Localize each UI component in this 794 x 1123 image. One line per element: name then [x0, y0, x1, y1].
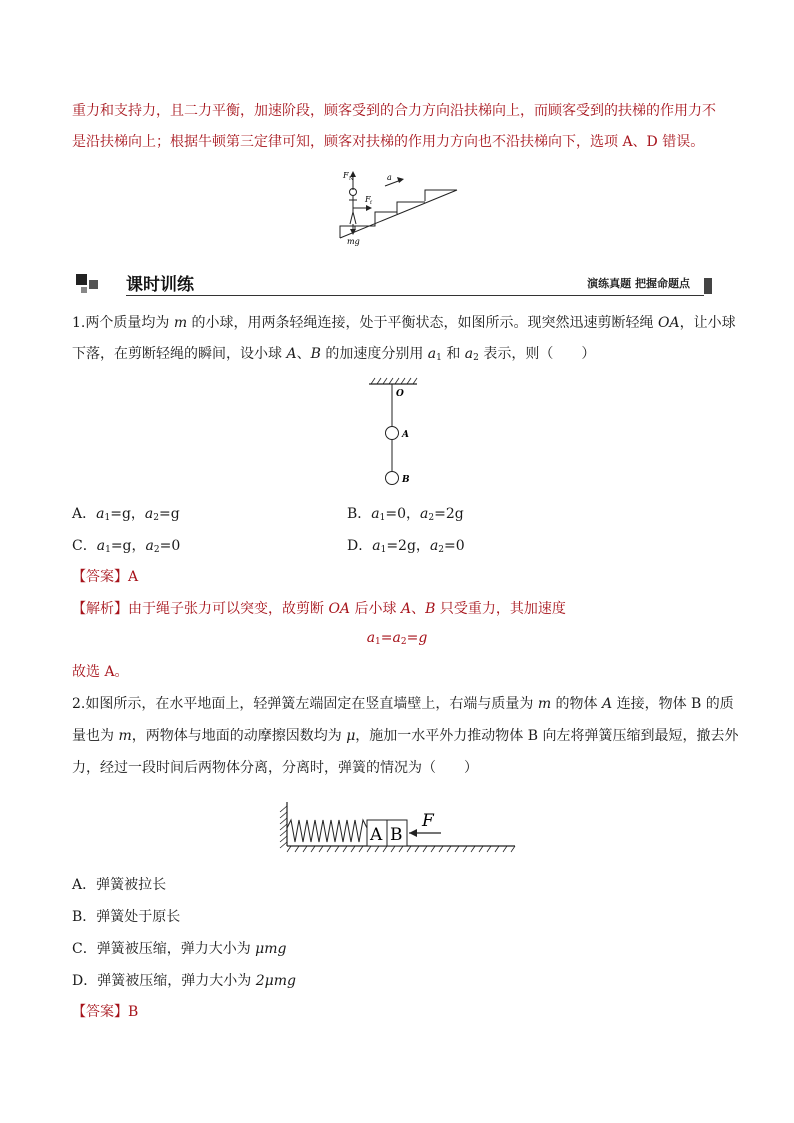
label-block-b: B: [390, 825, 403, 845]
ball-a: [386, 427, 399, 440]
q2-answer: 【答案】B: [72, 1004, 139, 1020]
spring: [287, 820, 367, 842]
q1-option-b: B．$a_1=0$，$a_2=2g$: [347, 506, 464, 523]
q1-analysis: 【解析】由于绳子张力可以突变，故剪断 OA 后小球 A、B 只受重力，其加速度: [72, 601, 566, 617]
label-ff-sub: f: [370, 200, 372, 206]
label-a: A: [402, 430, 409, 440]
q2-option-a: A．弹簧被拉长: [72, 877, 167, 893]
section-squares-icon: [76, 274, 102, 294]
label-o: O: [396, 389, 404, 399]
q2-stem-line-1: 2.如图所示，在水平地面上，轻弹簧左端固定在竖直墙壁上，右端与质量为 m 的物体 A 连接，物体 B 的质: [72, 696, 734, 712]
label-a: a: [387, 173, 392, 182]
escalator-step: [397, 202, 425, 213]
q1-conclusion: 故选 A。: [72, 664, 129, 680]
q2-option-b: B．弹簧处于原长: [72, 909, 181, 925]
person-body: [349, 196, 357, 224]
label-ff: F: [365, 195, 371, 204]
ball-b: [386, 472, 399, 485]
q2-stem-line-3: 力，经过一段时间后两物体分离，分离时，弹簧的情况为（ ）: [72, 760, 478, 776]
q1-formula: $a_1=a_2=g$: [366, 630, 428, 647]
q2-stem-line-2: 量也为 m，两物体与地面的动摩擦因数均为 μ，施加一水平外力推动物体 B 向左将弹簧压缩到最短，撤去外: [72, 728, 739, 744]
label-block-a: A: [370, 825, 383, 845]
q1-figure: [365, 376, 425, 494]
q1-option-d: D．$a_1=2g$，$a_2=0$: [347, 538, 465, 555]
q2-option-d: D．弹簧被压缩，弹力大小为 2μmg: [72, 973, 296, 989]
section-header: [72, 268, 712, 296]
escalator-figure: [335, 168, 465, 250]
q1-option-c: C．$a_1=g$，$a_2=0$: [72, 538, 181, 555]
section-subtitle: 演练真题 把握命题点: [587, 277, 690, 290]
q2-figure: [275, 800, 520, 856]
q1-answer: 【答案】A: [72, 569, 139, 585]
label-mg: mg: [347, 237, 360, 246]
section-title: 课时训练: [126, 275, 194, 295]
section-end-mark: [704, 278, 712, 294]
escalator-step: [375, 212, 397, 222]
label-force: F: [422, 811, 434, 831]
label-fn: F: [343, 171, 349, 180]
section-rule: [126, 295, 704, 296]
q2-option-c: C．弹簧被压缩，弹力大小为 μmg: [72, 941, 287, 957]
q1-stem-line-1: 1.两个质量均为 m 的小球，用两条轻绳连接，处于平衡状态，如图所示。现突然迅速剪断轻绳 OA，让小球: [72, 315, 736, 331]
q1-stem-line-2: 下落，在剪断轻绳的瞬间，设小球 A、B 的加速度分别用 $a_1$ 和 $a_2$ 表示，则（ ）: [72, 346, 596, 363]
label-b: B: [402, 475, 410, 485]
intro-line-2: 是沿扶梯向上；根据牛顿第三定律可知，顾客对扶梯的作用力方向也不沿扶梯向下，选项 A、D 错误。: [72, 134, 705, 150]
intro-line-1: 重力和支持力，且二力平衡，加速阶段，顾客受到的合力方向沿扶梯向上，而顾客受到的扶梯的作用力不: [72, 103, 716, 119]
q1-option-a: A．$a_1=g$，$a_2=g$: [72, 506, 180, 523]
label-fn-sub: N: [349, 176, 354, 182]
